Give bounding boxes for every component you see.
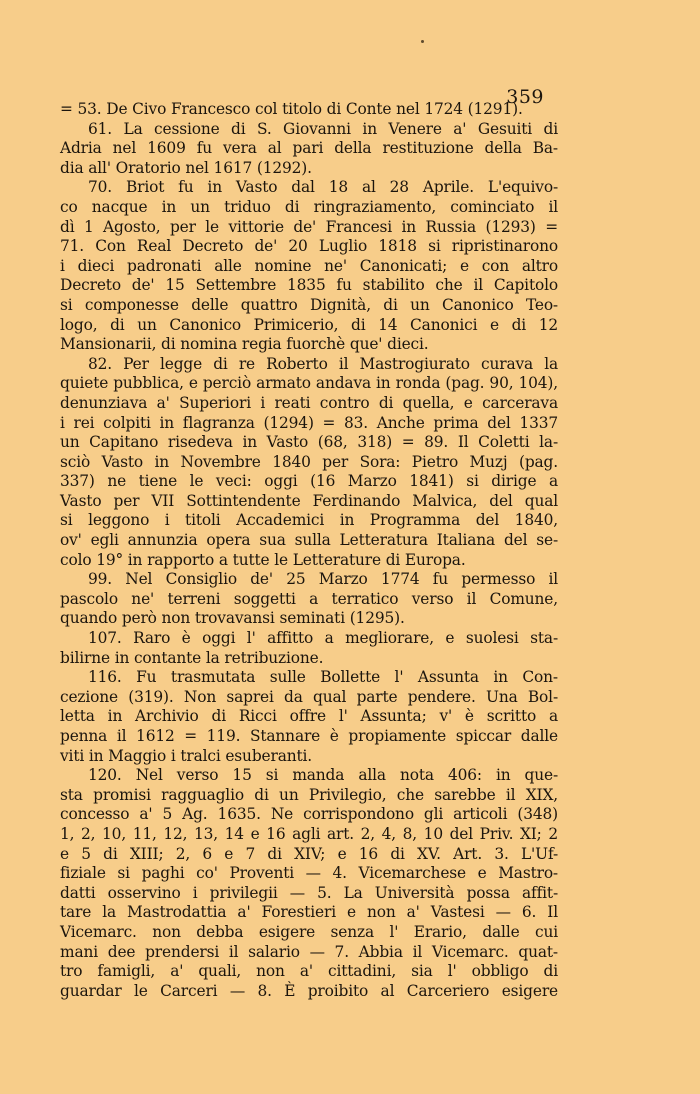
text-line: un Capitano risedeva in Vasto (68, 318) = 89. Il Coletti la- — [60, 433, 558, 452]
text-line: cezione (319). Non saprei da qual parte pendere. Una Bol- — [60, 687, 558, 706]
text-line: viti in Maggio i tralci esuberanti. — [60, 746, 313, 765]
text-line: 1, 2, 10, 11, 12, 13, 14 e 16 agli art. 2, 4, 8, 10 del Priv. XI; 2 — [60, 824, 558, 843]
text-line: Decreto de' 15 Settembre 1835 fu stabilito che il Capitolo — [60, 276, 558, 295]
body-text — [60, 100, 558, 1001]
text-line: e 5 di XIII; 2, 6 e 7 di XIV; e 16 di XV. Art. 3. L'Uf- — [60, 844, 558, 863]
text-line: Mansionarii, di nomina regia fuorchè que' dieci. — [60, 335, 429, 354]
text-line: sciò Vasto in Novembre 1840 per Sora: Pietro Muzj (pag. — [60, 452, 558, 471]
text-line: 70. Briot fu in Vasto dal 18 al 28 Aprile. L'equivo- — [88, 178, 558, 197]
text-line: bilirne in contante la retribuzione. — [60, 648, 324, 667]
text-line: 99. Nel Consiglio de' 25 Marzo 1774 fu permesso il — [88, 570, 558, 589]
text-line: 337) ne tiene le veci: oggi (16 Marzo 1841) si dirige a — [60, 472, 558, 491]
text-line: dia all' Oratorio nel 1617 (1292). — [60, 158, 312, 177]
text-line: sta promisi ragguaglio di un Privilegio, che sarebbe il XIX, — [60, 785, 558, 804]
text-line: 107. Raro è oggi l' affitto a megliorare, e suolesi sta- — [88, 629, 558, 648]
text-line: i rei colpiti in flagranza (1294) = 83. Anche prima del 1337 — [60, 413, 558, 432]
text-line: co nacque in un triduo di ringraziamento, cominciato il — [60, 197, 558, 216]
text-line: logo, di un Canonico Primicerio, di 14 Canonici e di 12 — [60, 315, 558, 334]
text-line: colo 19° in rapporto a tutte le Letterature di Europa. — [60, 550, 466, 569]
text-line: penna il 1612 = 119. Stannare è propiamente spiccar dalle — [60, 727, 558, 745]
text-line: 116. Fu trasmutata sulle Bollette l' Assunta in Con- — [88, 668, 558, 687]
text-line: letta in Archivio di Ricci offre l' Assunta; v' è scritto a — [60, 707, 558, 726]
text-line: tare la Mastrodattia a' Forestieri e non a' Vastesi — 6. Il — [60, 903, 558, 922]
text-line: dì 1 Agosto, per le vittorie de' Francesi in Russia (1293) = — [60, 217, 558, 236]
paper-speck — [421, 40, 424, 43]
text-line: ov' egli annunzia opera sua sulla Letteratura Italiana del se- — [60, 531, 558, 550]
text-line: guardar le Carceri — 8. È proibito al Carceriero esigere — [60, 981, 558, 1000]
text-line: si componesse delle quattro Dignità, di un Canonico Teo- — [60, 295, 558, 314]
text-line: quando però non trovavansi seminati (1295). — [60, 609, 405, 628]
text-line: Adria nel 1609 fu vera al pari della restituzione della Ba- — [60, 139, 558, 158]
text-line: 61. La cessione di S. Giovanni in Venere a' Gesuiti di — [88, 119, 558, 138]
text-line: si leggono i titoli Accademici in Programma del 1840, — [60, 511, 558, 530]
text-line: Vasto per VII Sottintendente Ferdinando Malvica, del qual — [60, 491, 558, 510]
text-line: 120. Nel verso 15 si manda alla nota 406: in que- — [88, 766, 558, 785]
text-line: datti osservino i privilegii — 5. La Università possa affit- — [60, 883, 558, 902]
text-line: fiziale si paghi co' Proventi — 4. Vicemarchese e Mastro- — [60, 864, 558, 883]
text-line: = 53. De Civo Francesco col titolo di Conte nel 1724 (1291). — [60, 100, 523, 118]
text-line: denunziava a' Superiori i reati contro di quella, e carcerava — [60, 393, 558, 412]
text-line: 82. Per legge di re Roberto il Mastrogiurato curava la — [88, 354, 558, 373]
text-line: i dieci padronati alle nomine ne' Canonicati; e con altro — [60, 256, 558, 275]
text-line: concesso a' 5 Ag. 1635. Ne corrispondono gli articoli (348) — [60, 805, 558, 824]
text-line: quiete pubblica, e perciò armato andava in ronda (pag. 90, 104), — [60, 374, 558, 393]
text-line: tro famigli, a' quali, non a' cittadini, sia l' obbligo di — [60, 962, 558, 981]
text-line: Vicemarc. non debba esigere senza l' Erario, dalle cui — [60, 922, 558, 941]
text-line: pascolo ne' terreni soggetti a terratico verso il Comune, — [60, 589, 558, 608]
page-number: 359 — [506, 86, 544, 108]
text-line: 71. Con Real Decreto de' 20 Luglio 1818 si ripristinarono — [60, 237, 558, 256]
text-line: mani dee prendersi il salario — 7. Abbia il Vicemarc. quat- — [60, 942, 558, 961]
